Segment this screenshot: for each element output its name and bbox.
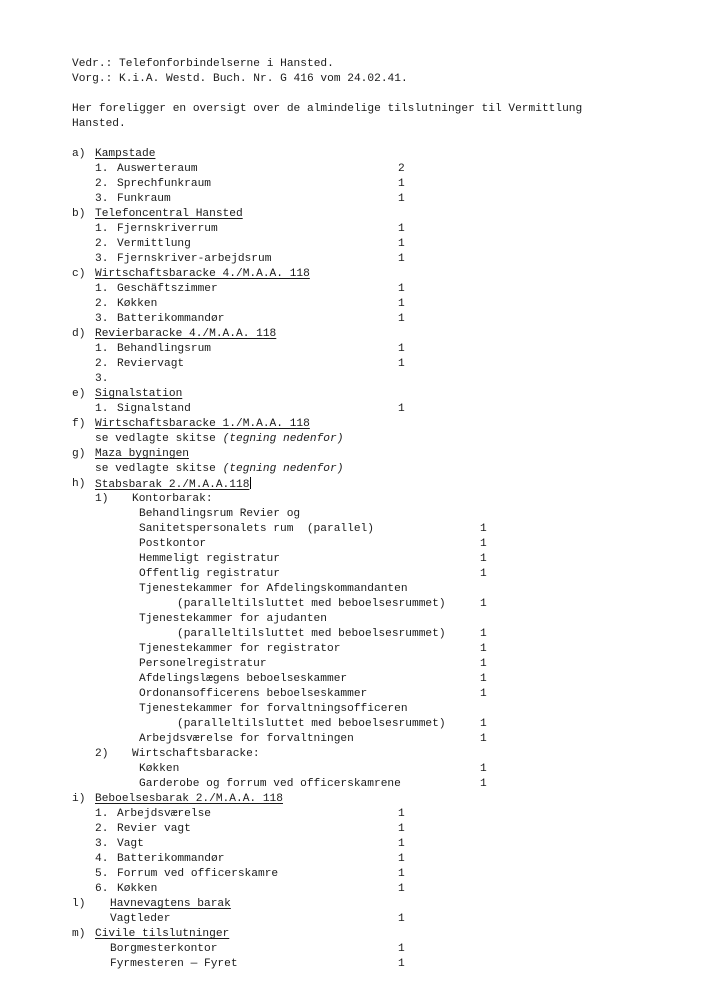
section-title: Stabsbarak 2./M.A.A.118 <box>95 479 250 491</box>
item-label: Fjernskriverrum <box>117 223 218 235</box>
item-label: Batterikommandør <box>117 313 225 325</box>
item-count: 1 <box>398 253 405 265</box>
item-label: Reviervagt <box>117 358 185 370</box>
item-number: 2. <box>95 823 109 835</box>
office-count: 1 <box>480 658 487 670</box>
item-label: Køkken <box>117 298 158 310</box>
section-letter: e) <box>72 388 86 400</box>
office-count: 1 <box>480 643 487 655</box>
office-line: (paralleltilsluttet med beboelsesrummet) <box>177 718 446 730</box>
section-letter: a) <box>72 148 86 160</box>
item-label: Batterikommandør <box>117 853 225 865</box>
item-label: Vagt <box>117 838 144 850</box>
office-line: Tjenestekammer for forvaltningsofficeren <box>139 703 408 715</box>
item-label: Behandlingsrum <box>117 343 211 355</box>
item-label: Sprechfunkraum <box>117 178 211 190</box>
office-count: 1 <box>480 688 487 700</box>
item-count: 1 <box>398 943 405 955</box>
item-number: 3. <box>95 838 109 850</box>
item-label: Geschäftszimmer <box>117 283 218 295</box>
subsection-title: Kontorbarak: <box>132 493 213 505</box>
section-title: Wirtschaftsbaracke 4./M.A.A. 118 <box>95 268 310 280</box>
section-letter: h) <box>72 478 86 490</box>
section-title: Revierbaracke 4./M.A.A. 118 <box>95 328 277 340</box>
item-number: 1. <box>95 403 109 415</box>
item-count: 1 <box>398 313 405 325</box>
section-letter: f) <box>72 418 86 430</box>
office-count: 1 <box>480 763 487 775</box>
item-count: 1 <box>398 223 405 235</box>
office-count: 1 <box>480 733 487 745</box>
section-title: Maza bygningen <box>95 448 189 460</box>
office-line: Arbejdsværelse for forvaltningen <box>139 733 354 745</box>
item-count: 1 <box>398 883 405 895</box>
sketch-note: se vedlagte skitse (tegning nedenfor) <box>95 463 344 475</box>
section-title: Wirtschaftsbaracke 1./M.A.A. 118 <box>95 418 310 430</box>
item-label: Auswerteraum <box>117 163 198 175</box>
section-letter: d) <box>72 328 86 340</box>
item-number: 2. <box>95 178 109 190</box>
item-count: 1 <box>398 193 405 205</box>
text-cursor <box>250 477 251 489</box>
office-line: Postkontor <box>139 538 207 550</box>
office-line: Hemmeligt registratur <box>139 553 280 565</box>
item-label: Fyrmesteren — Fyret <box>110 958 238 970</box>
section-title: Havnevagtens barak <box>110 898 231 910</box>
subsection-number: 2) <box>95 748 109 760</box>
office-line: Afdelingslægens beboelseskammer <box>139 673 348 685</box>
item-count: 1 <box>398 808 405 820</box>
section-letter: c) <box>72 268 86 280</box>
intro-line-1: Her foreligger en oversigt over de almindelige tilslutninger til Vermittlung <box>72 103 583 115</box>
item-number: 3. <box>95 193 109 205</box>
item-count: 2 <box>398 163 405 175</box>
office-count: 1 <box>480 598 487 610</box>
office-line: Tjenestekammer for Afdelingskommandanten <box>139 583 408 595</box>
item-label: Køkken <box>117 883 158 895</box>
item-count: 1 <box>398 178 405 190</box>
office-line: Køkken <box>139 763 180 775</box>
office-line: Sanitetspersonalets rum (parallel) <box>139 523 374 535</box>
section-letter: i) <box>72 793 86 805</box>
item-number: 1. <box>95 808 109 820</box>
item-count: 1 <box>398 403 405 415</box>
item-number: 3. <box>95 313 109 325</box>
section-title: Telefoncentral Hansted <box>95 208 243 220</box>
item-count: 1 <box>398 913 405 925</box>
subsection-title: Wirtschaftsbaracke: <box>132 748 260 760</box>
item-label: Arbejdsværelse <box>117 808 211 820</box>
item-count: 1 <box>398 283 405 295</box>
item-number: 2. <box>95 238 109 250</box>
office-count: 1 <box>480 538 487 550</box>
item-label: Forrum ved officerskamre <box>117 868 279 880</box>
item-number: 1. <box>95 283 109 295</box>
office-line: Behandlingsrum Revier og <box>139 508 301 520</box>
item-number: 3. <box>95 253 109 265</box>
item-label: Vagtleder <box>110 913 171 925</box>
office-count: 1 <box>480 673 487 685</box>
item-count: 1 <box>398 853 405 865</box>
item-count: 1 <box>398 343 405 355</box>
item-number: 1. <box>95 223 109 235</box>
office-count: 1 <box>480 523 487 535</box>
item-count: 1 <box>398 868 405 880</box>
item-count: 1 <box>398 958 405 970</box>
section-letter: m) <box>72 928 86 940</box>
section-title: Civile tilslutninger <box>95 928 230 940</box>
section-title-wrap[interactable] <box>95 477 251 493</box>
section-title: Kampstade <box>95 148 156 160</box>
item-label: Vermittlung <box>117 238 191 250</box>
section-letter: b) <box>72 208 86 220</box>
office-line: Offentlig registratur <box>139 568 280 580</box>
reference-line: Vorg.: K.i.A. Westd. Buch. Nr. G 416 vom 24.02.41. <box>72 73 408 85</box>
item-count: 1 <box>398 838 405 850</box>
sketch-note: se vedlagte skitse (tegning nedenfor) <box>95 433 344 445</box>
item-number: 2. <box>95 298 109 310</box>
item-label: Signalstand <box>117 403 191 415</box>
item-number: 6. <box>95 883 109 895</box>
item-number: 1. <box>95 343 109 355</box>
section-title: Signalstation <box>95 388 183 400</box>
intro-line-2: Hansted. <box>72 118 126 130</box>
item-number: 5. <box>95 868 109 880</box>
section-title: Beboelsesbarak 2./M.A.A. 118 <box>95 793 283 805</box>
section-letter: g) <box>72 448 86 460</box>
item-count: 1 <box>398 298 405 310</box>
office-line: Personelregistratur <box>139 658 267 670</box>
item-label: Revier vagt <box>117 823 191 835</box>
section-letter: l) <box>72 898 86 910</box>
item-count: 1 <box>398 823 405 835</box>
office-line: Tjenestekammer for ajudanten <box>139 613 327 625</box>
office-line: Ordonansofficerens beboelseskammer <box>139 688 368 700</box>
office-count: 1 <box>480 568 487 580</box>
office-count: 1 <box>480 778 487 790</box>
item-number: 1. <box>95 163 109 175</box>
office-line: (paralleltilsluttet med beboelsesrummet) <box>177 598 446 610</box>
subject-line: Vedr.: Telefonforbindelserne i Hansted. <box>72 58 334 70</box>
item-number: 2. <box>95 358 109 370</box>
office-count: 1 <box>480 628 487 640</box>
office-line: (paralleltilsluttet med beboelsesrummet) <box>177 628 446 640</box>
item-label: Fjernskriver-arbejdsrum <box>117 253 272 265</box>
item-label: Borgmesterkontor <box>110 943 218 955</box>
item-count: 1 <box>398 358 405 370</box>
item-number: 4. <box>95 853 109 865</box>
office-line: Garderobe og forrum ved officerskamrene <box>139 778 401 790</box>
subsection-number: 1) <box>95 493 109 505</box>
item-label: Funkraum <box>117 193 171 205</box>
office-line: Tjenestekammer for registrator <box>139 643 341 655</box>
item-number: 3. <box>95 373 109 385</box>
office-count: 1 <box>480 553 487 565</box>
item-count: 1 <box>398 238 405 250</box>
office-count: 1 <box>480 718 487 730</box>
